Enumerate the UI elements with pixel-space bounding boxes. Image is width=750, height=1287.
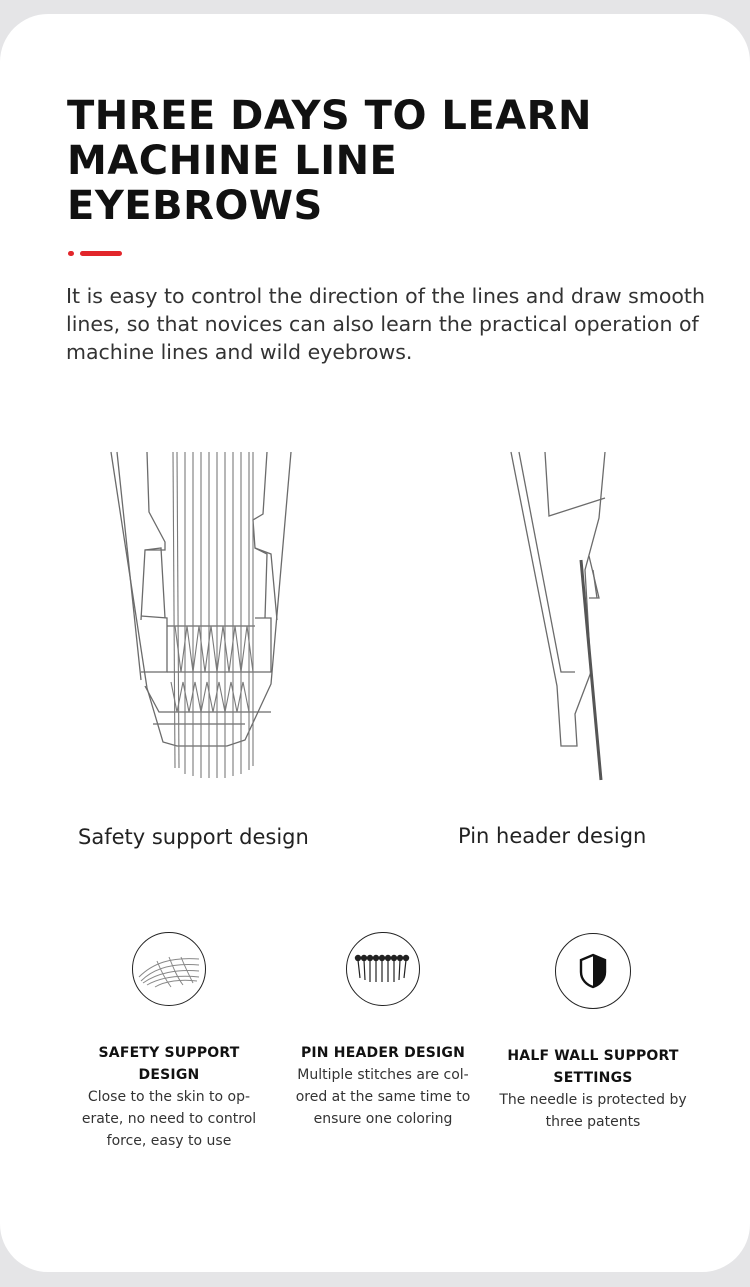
feature-description: Close to the skin to op-erate, no need to control force, easy to use — [81, 1089, 257, 1149]
figure-caption-pin-header: Pin header design — [458, 824, 647, 848]
feature-description: The needle is protected by three patents — [499, 1092, 687, 1130]
needle-cartridge-front-drawing — [105, 450, 300, 785]
feature-pin-header — [283, 932, 483, 1130]
feature-safety-support — [69, 932, 269, 1152]
accent-bar — [80, 251, 122, 256]
needle-cartridge-side-drawing — [505, 450, 615, 785]
figure-caption-safety: Safety support design — [78, 825, 309, 849]
feature-description: Multiple stitches are col-ored at the same time to ensure one coloring — [295, 1067, 471, 1127]
feature-title: SAFETY SUPPORT DESIGN — [98, 1045, 240, 1083]
page-title: THREE DAYS TO LEARN MACHINE LINE EYEBROWS — [67, 93, 592, 229]
accent-dot — [68, 251, 74, 256]
feature-half-wall-support — [493, 933, 693, 1133]
shield-icon — [555, 933, 631, 1009]
intro-paragraph: It is easy to control the direction of the lines and draw smooth lines, so that novices can also learn the practical operation of machine lines and wild eyebrows. — [66, 284, 705, 364]
pin-row-icon — [346, 932, 420, 1006]
feature-title: HALF WALL SUPPORT SETTINGS — [507, 1048, 679, 1086]
feature-title: PIN HEADER DESIGN — [300, 1045, 466, 1061]
mesh-wave-icon — [132, 932, 206, 1006]
